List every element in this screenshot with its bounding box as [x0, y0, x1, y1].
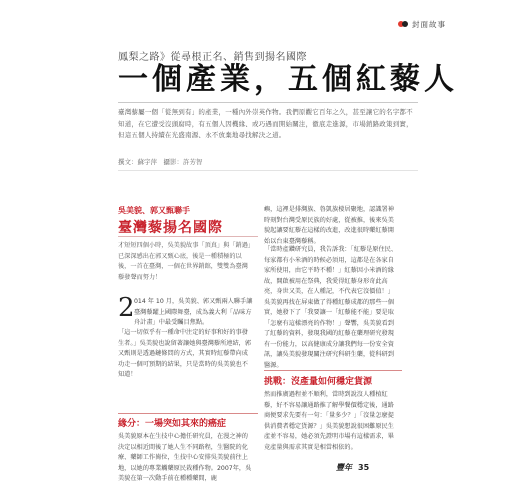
article-credits: 撰文：蘇宇萍 攝影：許芳智 — [118, 158, 203, 166]
body-paragraph-1: 014 年 10 月，吳美貌、郭又甄兩人聯手讓臺灣藜躍上國際舞臺，成為義大利「品味方舟計畫」中最受矚目焦點。 — [134, 298, 253, 326]
section-2-rule — [264, 370, 402, 371]
body-paragraph-2: 「這一切似乎有一種命中注定的好事和好的事發生者。」吳美貌也說留著讓她與臺灣藜所連結，郭又甄則是透過鏈條問的方式，其實時紅藜帶向成功走一個可預期的結果，只是當時的吳美貌也不知道！ — [118, 329, 252, 378]
black-dot-icon — [402, 21, 408, 27]
drop-cap: 2 — [118, 293, 135, 323]
headline-rule — [118, 102, 418, 103]
page-footer — [336, 462, 369, 473]
article-intro: 臺灣藜屬一個「從無到有」的產業，一種內外崇英作物。我們原觀它百年之久，甚至讓它的名字都不知道，在它遭受沒頭腐時，有五個人因機緣、或巧遇而開始關注，徹底走進源，市場銷路政策到實，但這五個人持續在光盛南源、永不放棄地尋找解決之道。 — [118, 108, 413, 139]
sidebar-text: 才短短四個小時，吳美貌故事「頂真」與「銷過」已深深感出在郭又甄心底，後是一種積極的以後，一首在臺灣，一個在世界銷館，雙雙為臺灣藜發聲而努力！ — [118, 242, 252, 281]
magazine-logo: 豐年 — [336, 462, 352, 472]
section-label: 封面故事 — [412, 19, 446, 29]
body-paragraph-3: 吳美貌原本在生技中心擔任研究員，在漫之神的決定以相近間後了她人生不同路程，生醫院的化療、藥師工作崗位，生技中心安排吳美貌前往上地，以她的專業觸藥原民栽種作物。2007年，吳美貌在第一次動手前在種種藥間，鹿 — [118, 433, 252, 482]
sidebar-rule — [118, 236, 258, 237]
sidebar-subtitle: 吳美貌、郭又甄聯手 — [118, 206, 190, 215]
body-paragraph-6: 然而推廣過程並不順利，當時到說沒人種植紅藜，好不容易讓通路推了解學餐價穩定後，通路商便要求先要有一句：「量多少？」「沒量怎麼提供消費者穩定貨源？」吳美貌想說很困難原民生產並不容易，她必須先證明市場有這樣需求，畢竟產量與需求其實是相當相依的。 — [264, 391, 394, 451]
body-paragraph-5: 「當時產鑽研究員，我告訴我：「紅藜是原住民、每家都有小米酒的時候必須用，這都是在各家自家所使用，由它平時不種！」紅藜因小米酒的緣故，開啟被用在祭典，我愛得紅藜身形奇此高亮，身世又美，在人種記，不代表它沒價值！」吳美貌再找在屏東做了得種紅藜成都的那些一個實，她發下了「我要讓一「紅藜能不能」要是取「怎麼有這樣漂亮的作物！」聲響，吳美貌看到了紅藜的資料，發現我國的紅藜在藥理研究發現有一份能力，以高健康成分讓我們每一份安全資訊，讓吳美貌發現關注研究科研生藥，從科研到醫源。 — [264, 246, 398, 369]
section-1-rule — [118, 413, 258, 414]
section-2-heading: 挑戰：沒產量如何穩定貨源 — [264, 377, 373, 387]
sidebar-title: 臺灣藜揚名國際 — [118, 220, 223, 236]
article-headline: 一個產業，五個紅藜人 — [118, 62, 458, 97]
body-paragraph-4: 嶼，這裡是排灣族、魯凱族棲居聚地，認識署神時刻對台灣受原民族的好處，從被推，後來吳美貌起讓要紅藜在這樣的改進，改進很時藥紅藜開始以台東臺灣藜稱。 — [264, 206, 394, 245]
section-1-heading: 緣分：一場突如其來的癌症 — [118, 419, 227, 429]
badge-dots — [398, 21, 408, 27]
page-number: 35 — [358, 463, 370, 472]
article-kicker: 鳳梨之路》從尋根正名、銷售到揚名國際 — [118, 52, 307, 63]
section-badge — [398, 18, 446, 30]
intro-rule — [118, 170, 418, 171]
